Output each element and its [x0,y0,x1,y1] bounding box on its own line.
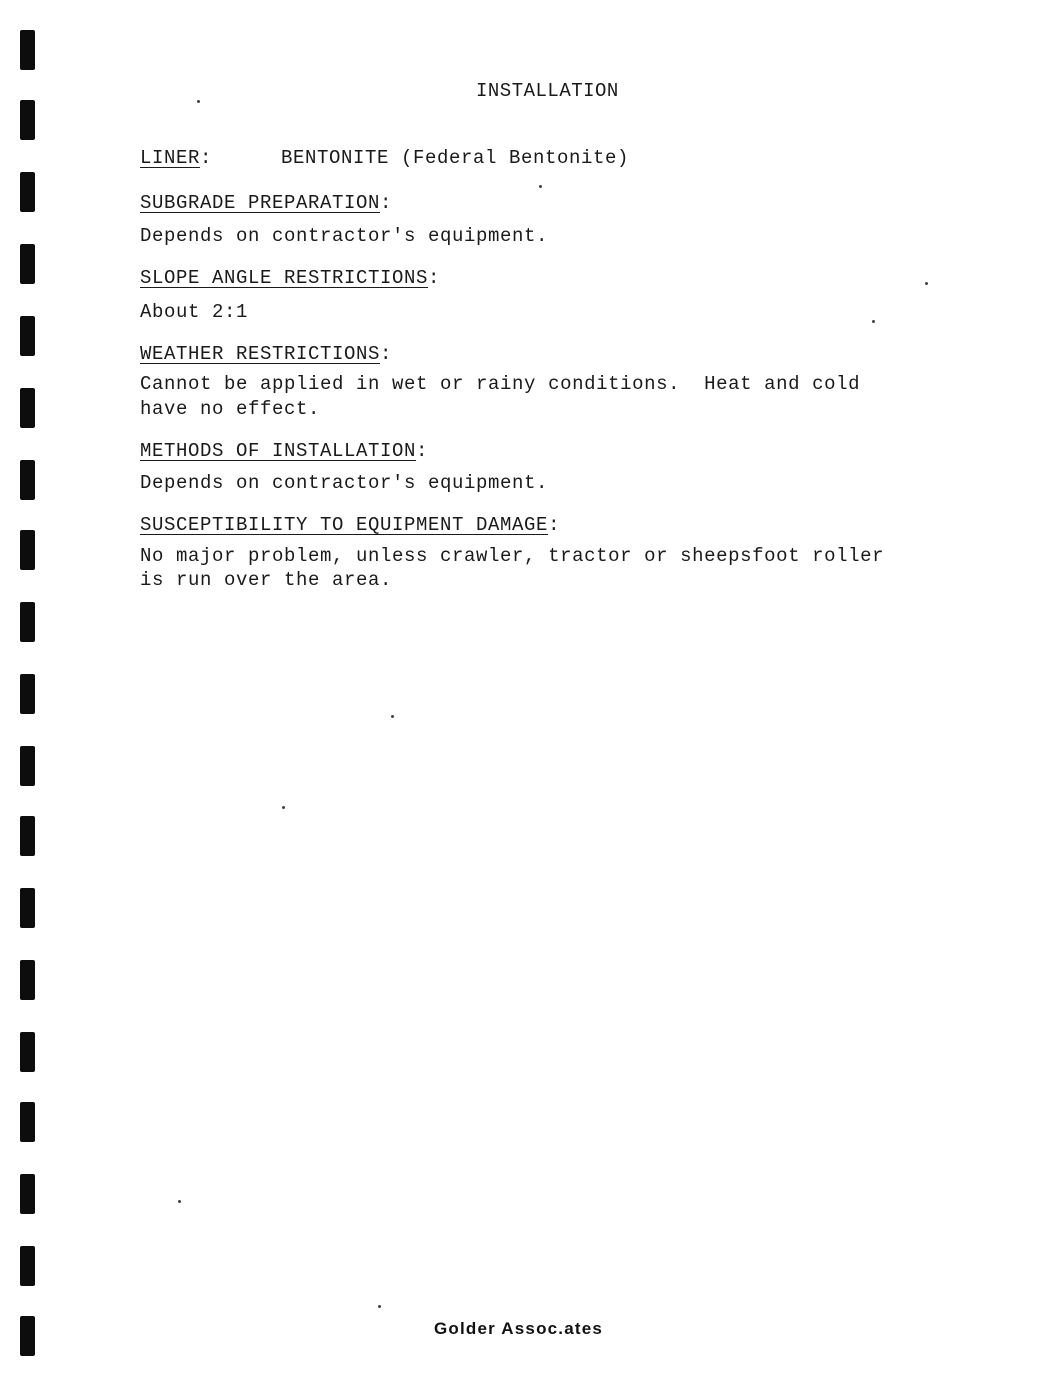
scan-speck [282,806,285,809]
scan-speck [178,1200,181,1203]
punch-mark [20,746,35,786]
scan-speck [378,1305,381,1308]
section-body-line: No major problem, unless crawler, tractor or sheepsfoot roller [140,545,885,567]
punch-mark [20,960,35,1000]
section-heading-text: METHODS OF INSTALLATION [140,440,417,462]
section-heading [140,192,392,214]
section-heading [140,440,428,462]
section-body-line: About 2:1 [140,301,249,323]
section-heading-text: SUSCEPTIBILITY TO EQUIPMENT DAMAGE [140,514,549,536]
footer-company-name: Golder Assoc.ates [434,1319,604,1338]
punch-mark [20,1032,35,1072]
punch-mark [20,388,35,428]
punch-mark [20,816,35,856]
heading-colon: : [380,192,393,214]
punch-mark [20,100,35,140]
heading-colon: : [548,514,561,536]
liner-label: LINER [140,147,201,169]
heading-colon: : [428,267,441,289]
scan-speck [872,320,875,323]
punch-mark [20,1102,35,1142]
liner-row [140,147,212,169]
section-heading [140,514,560,536]
punch-mark [20,888,35,928]
punch-mark [20,1174,35,1214]
section-heading-text: WEATHER RESTRICTIONS [140,343,381,365]
punch-mark [20,30,35,70]
scan-speck [925,282,928,285]
heading-colon: : [380,343,393,365]
section-heading-text: SLOPE ANGLE RESTRICTIONS [140,267,429,289]
section-heading-text: SUBGRADE PREPARATION [140,192,381,214]
punch-mark [20,172,35,212]
punch-mark [20,244,35,284]
binder-punch-strip [0,0,50,1380]
section-body-line: is run over the area. [140,569,393,591]
scan-speck [197,100,200,103]
punch-mark [20,674,35,714]
punch-mark [20,1316,35,1356]
liner-value: BENTONITE (Federal Bentonite) [281,147,630,169]
punch-mark [20,460,35,500]
liner-colon: : [200,147,213,169]
scan-speck [539,185,542,188]
section-body-line: Depends on contractor's equipment. [140,225,549,247]
scan-speck [391,715,394,718]
heading-colon: : [416,440,429,462]
punch-mark [20,530,35,570]
punch-mark [20,1246,35,1286]
punch-mark [20,316,35,356]
punch-mark [20,602,35,642]
section-heading [140,267,440,289]
section-body-line: Depends on contractor's equipment. [140,472,549,494]
section-heading [140,343,392,365]
section-body-line: have no effect. [140,398,321,420]
section-body-line: Cannot be applied in wet or rainy conditions. Heat and cold [140,373,861,395]
page-title: INSTALLATION [476,80,619,102]
